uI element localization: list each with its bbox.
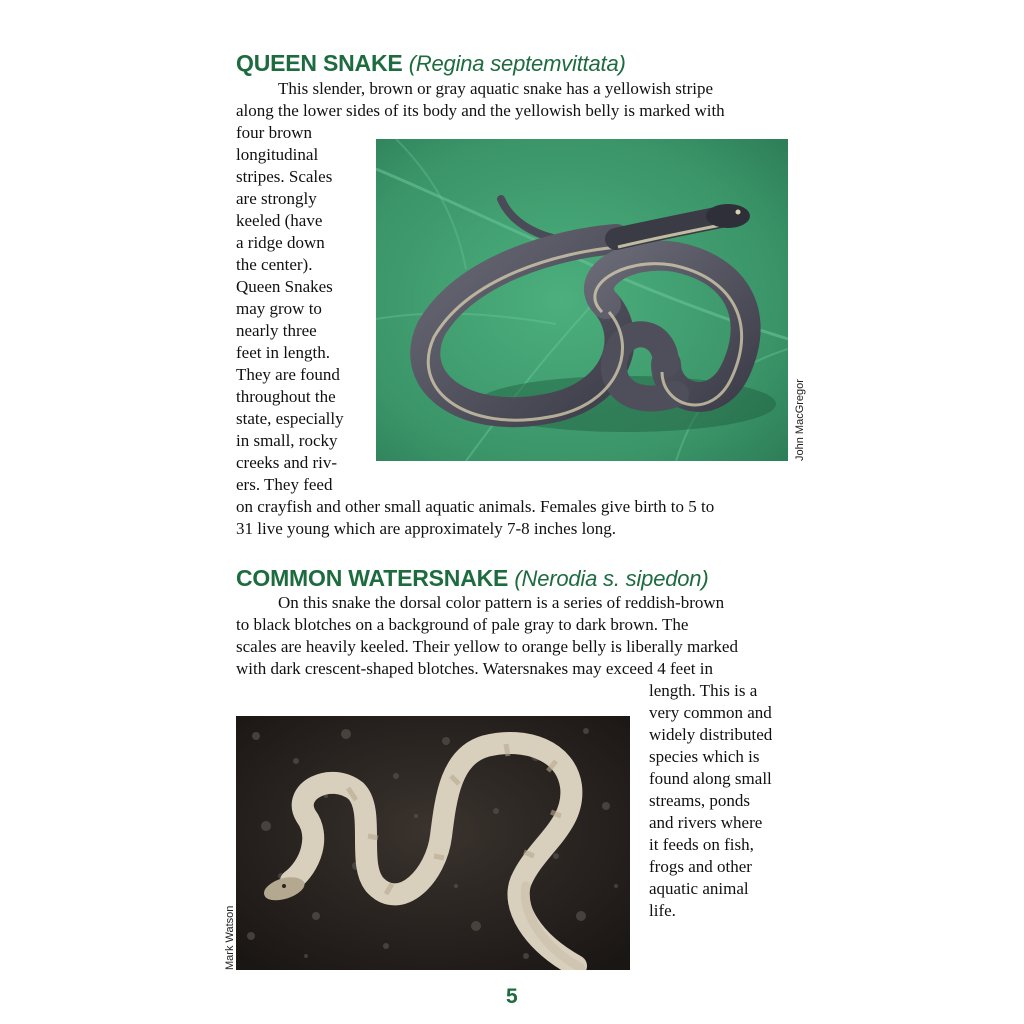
queen-snake-text-line: four brown <box>236 123 313 142</box>
queen-snake-text-line: in small, rocky <box>236 431 338 450</box>
queen-snake-text-line: creeks and riv- <box>236 453 338 472</box>
queen-snake-text-line: They are found <box>236 365 340 384</box>
common-watersnake-text-line: length. This is a <box>649 681 758 700</box>
queen-snake-text-line: on crayfish and other small aquatic animals. Females give birth to 5 to <box>236 497 715 516</box>
common-watersnake-text-line: widely distributed <box>649 725 773 744</box>
queen-snake-text-line: the center). <box>236 255 313 274</box>
common-watersnake-heading <box>236 565 708 592</box>
queen-snake-text-line: a ridge down <box>236 233 325 252</box>
common-watersnake-photo-credit <box>224 906 236 970</box>
common-watersnake-text-line: streams, ponds <box>649 791 751 810</box>
common-watersnake-text-line: scales are heavily keeled. Their yellow to orange belly is liberally marked <box>236 637 738 656</box>
common-watersnake-image <box>236 716 630 970</box>
queen-snake-text-line: keeled (have <box>236 211 323 230</box>
queen-snake-heading <box>236 50 626 77</box>
common-watersnake-text-line: found along small <box>649 769 772 788</box>
common-watersnake-text-line: with dark crescent-shaped blotches. Watersnakes may exceed 4 feet in <box>236 659 713 678</box>
queen-snake-text-line: This slender, brown or gray aquatic snake has a yellowish stripe <box>278 79 714 98</box>
common-watersnake-text-line: life. <box>649 901 676 920</box>
queen-snake-text-line: throughout the <box>236 387 336 406</box>
queen-snake-text-line: stripes. Scales <box>236 167 333 186</box>
common-watersnake-credit-text: Mark Watson <box>224 905 236 970</box>
page-number: 5 <box>506 985 518 1008</box>
queen-snake-text-line: Queen Snakes <box>236 277 333 296</box>
common-watersnake-common-name: COMMON WATERSNAKE <box>236 565 509 591</box>
queen-snake-text-line: may grow to <box>236 299 322 318</box>
queen-snake-text-line: feet in length. <box>236 343 330 362</box>
queen-snake-credit-text: John MacGregor <box>794 379 806 461</box>
queen-snake-text-line: 31 live young which are approximately 7-8 inches long. <box>236 519 617 538</box>
common-watersnake-text-line: On this snake the dorsal color pattern is a series of reddish-brown <box>278 593 725 612</box>
queen-snake-photo <box>376 139 788 461</box>
common-watersnake-text-line: and rivers where <box>649 813 763 832</box>
queen-snake-text-line: nearly three <box>236 321 317 340</box>
common-watersnake-text-line: very common and <box>649 703 772 722</box>
queen-snake-image <box>376 139 788 461</box>
queen-snake-text-line: state, especially <box>236 409 344 428</box>
queen-snake-common-name: QUEEN SNAKE <box>236 50 403 76</box>
queen-snake-text-line: ers. They feed <box>236 475 333 494</box>
queen-snake-text-line: are strongly <box>236 189 317 208</box>
common-watersnake-text-line: frogs and other <box>649 857 752 876</box>
queen-snake-text-line: along the lower sides of its body and the yellowish belly is marked with <box>236 101 725 120</box>
queen-snake-scientific-name: (Regina septemvittata) <box>408 51 626 76</box>
queen-snake-photo-credit <box>794 379 806 461</box>
common-watersnake-photo <box>236 716 630 970</box>
common-watersnake-scientific-name: (Nerodia s. sipedon) <box>514 566 709 591</box>
common-watersnake-text-line: species which is <box>649 747 760 766</box>
common-watersnake-text-line: aquatic animal <box>649 879 749 898</box>
common-watersnake-text-line: to black blotches on a background of pale gray to dark brown. The <box>236 615 689 634</box>
queen-snake-text-line: longitudinal <box>236 145 319 164</box>
common-watersnake-text-line: it feeds on fish, <box>649 835 754 854</box>
